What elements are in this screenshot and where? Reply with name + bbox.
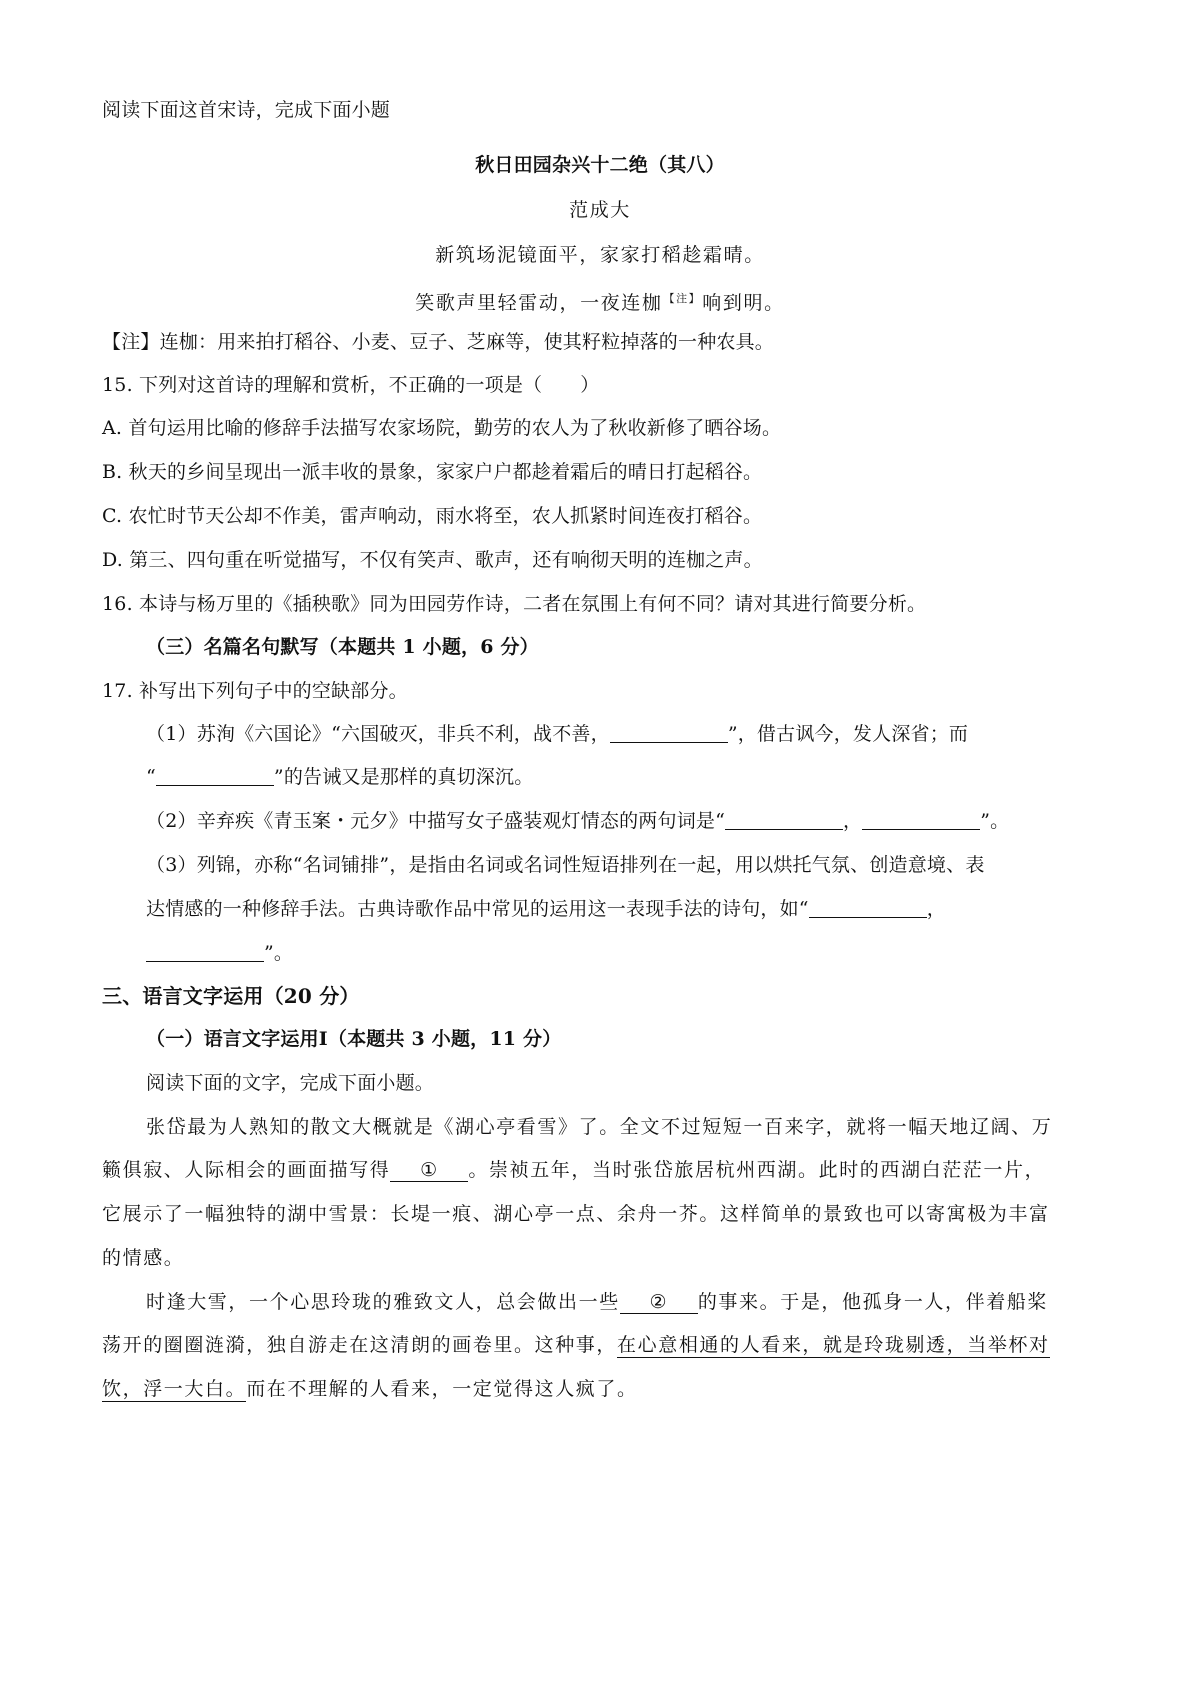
poem-line-2-before: 笑歌声里轻雷动，一夜连枷 (415, 292, 663, 314)
q17-p2-text-c: ”。 (980, 810, 1010, 832)
passage-line-5 (146, 1290, 1048, 1314)
q17-part-2 (146, 809, 1009, 833)
question-15-stem (102, 373, 599, 397)
poem-line-2 (0, 287, 1200, 315)
q17-part-3-line-3 (146, 941, 293, 965)
fill-blank[interactable] (146, 943, 264, 962)
blank-2[interactable]: ② (620, 1291, 698, 1314)
q17-p1-text-d: ”的告诫又是那样的真切深沉。 (273, 766, 534, 788)
passage-text: 而在不理解的人看来，一定觉得这人疯了。 (246, 1378, 638, 1400)
intro-line: 阅读下面这首宋诗，完成下面小题 (102, 99, 391, 121)
fill-blank[interactable] (610, 724, 728, 743)
passage-text: 的事来。于是，他孤身一人，伴着船桨 (697, 1291, 1049, 1313)
fill-blank[interactable] (725, 811, 843, 830)
question-16: 16. 本诗与杨万里的《插秧歌》同为田园劳作诗，二者在氛围上有何不同？请对其进行简要分析。 (102, 593, 927, 615)
blank-1[interactable]: ① (390, 1159, 468, 1182)
passage-line-6 (102, 1333, 1050, 1357)
q17-p3-text-c: ， (926, 898, 946, 920)
poem-note: 【注】连枷：用来拍打稻谷、小麦、豆子、芝麻等，使其籽粒掉落的一种农具。 (102, 331, 775, 353)
option-a: A. 首句运用比喻的修辞手法描写农家场院，勤劳的农人为了秋收新修了晒谷场。 (102, 417, 782, 439)
passage-line-2 (102, 1158, 1045, 1182)
fill-blank[interactable] (156, 767, 274, 786)
passage-line-3: 它展示了一幅独特的湖中雪景：长堤一痕、湖心亭一点、余舟一芥。这样简单的景致也可以寄寓极为丰富 (102, 1203, 1050, 1225)
underlined-sentence: 饮，浮一大白。 (102, 1378, 247, 1400)
q17-p3-text-d: ”。 (264, 942, 294, 964)
passage-line-7 (102, 1377, 638, 1401)
poem-author: 范成大 (569, 199, 631, 221)
passage-text: 籁俱寂、人际相会的画面描写得 (102, 1159, 391, 1181)
reading-instruction: 阅读下面的文字，完成下面小题。 (146, 1072, 435, 1094)
q17-part-3-line-2 (146, 897, 946, 921)
q17-p1-text-c: “ (146, 766, 156, 788)
q17-p1-text-b: ”，借古讽今，发人深省；而 (727, 723, 969, 745)
part-3-heading: 三、语言文字运用（20 分） (102, 984, 360, 1008)
option-d: D. 第三、四句重在听觉描写，不仅有笑声、歌声，还有响彻天明的连枷之声。 (102, 549, 763, 571)
passage-text: 时逢大雪，一个心思玲珑的雅致文人，总会做出一些 (146, 1291, 620, 1313)
passage-line-1: 张岱最为人熟知的散文大概就是《湖心亭看雪》了。全文不过短短一百来字，就将一幅天地辽阔、万 (146, 1116, 1053, 1138)
question-15-text: 15. 下列对这首诗的理解和赏析，不正确的一项是（ (102, 374, 543, 396)
poem-note-mark: 【注】 (663, 292, 702, 305)
passage-text: 荡开的圈圈涟漪，独自游走在这清朗的画卷里。这种事， (102, 1334, 618, 1356)
q17-part-1-line-2 (146, 765, 533, 789)
option-c: C. 农忙时节天公却不作美，雷声响动，雨水将至，农人抓紧时间连夜打稻谷。 (102, 505, 763, 527)
poem-line-1: 新筑场泥镜面平，家家打稻趁霜晴。 (435, 244, 765, 266)
q17-p1-text-a: （1）苏洵《六国论》“六国破灭，非兵不利，战不善， (146, 723, 610, 745)
q17-p3-text-b: 达情感的一种修辞手法。古典诗歌作品中常见的运用这一表现手法的诗句，如“ (146, 898, 809, 920)
q17-part-3-line-1: （3）列锦，亦称“名词铺排”，是指由名词或名词性短语排列在一起，用以烘托气氛、创造意境、表 (146, 854, 985, 876)
underlined-sentence: 在心意相通的人看来，就是玲珑剔透，当举杯对 (617, 1334, 1050, 1356)
section-heading-language-1: （一）语言文字运用Ⅰ（本题共 3 小题，11 分） (146, 1028, 562, 1050)
fill-blank[interactable] (809, 899, 927, 918)
q17-p2-text-a: （2）辛弃疾《青玉案・元夕》中描写女子盛装观灯情态的两句词是“ (146, 810, 726, 832)
q17-part-1-line-1 (146, 722, 968, 746)
passage-line-4: 的情感。 (102, 1247, 185, 1269)
section-heading-recitation: （三）名篇名句默写（本题共 1 小题，6 分） (146, 636, 539, 658)
fill-blank[interactable] (862, 811, 980, 830)
poem-line-2-after: 响到明。 (702, 292, 785, 314)
option-b: B. 秋天的乡间呈现出一派丰收的景象，家家户户都趁着霜后的晴日打起稻谷。 (102, 461, 763, 483)
q17-p2-text-b: ， (843, 810, 863, 832)
poem-title: 秋日田园杂兴十二绝（其八） (475, 154, 725, 176)
question-15-close: ） (580, 374, 600, 396)
question-17-stem: 17. 补写出下列句子中的空缺部分。 (102, 680, 408, 702)
passage-text: 。崇祯五年，当时张岱旅居杭州西湖。此时的西湖白茫茫一片， (468, 1159, 1046, 1181)
